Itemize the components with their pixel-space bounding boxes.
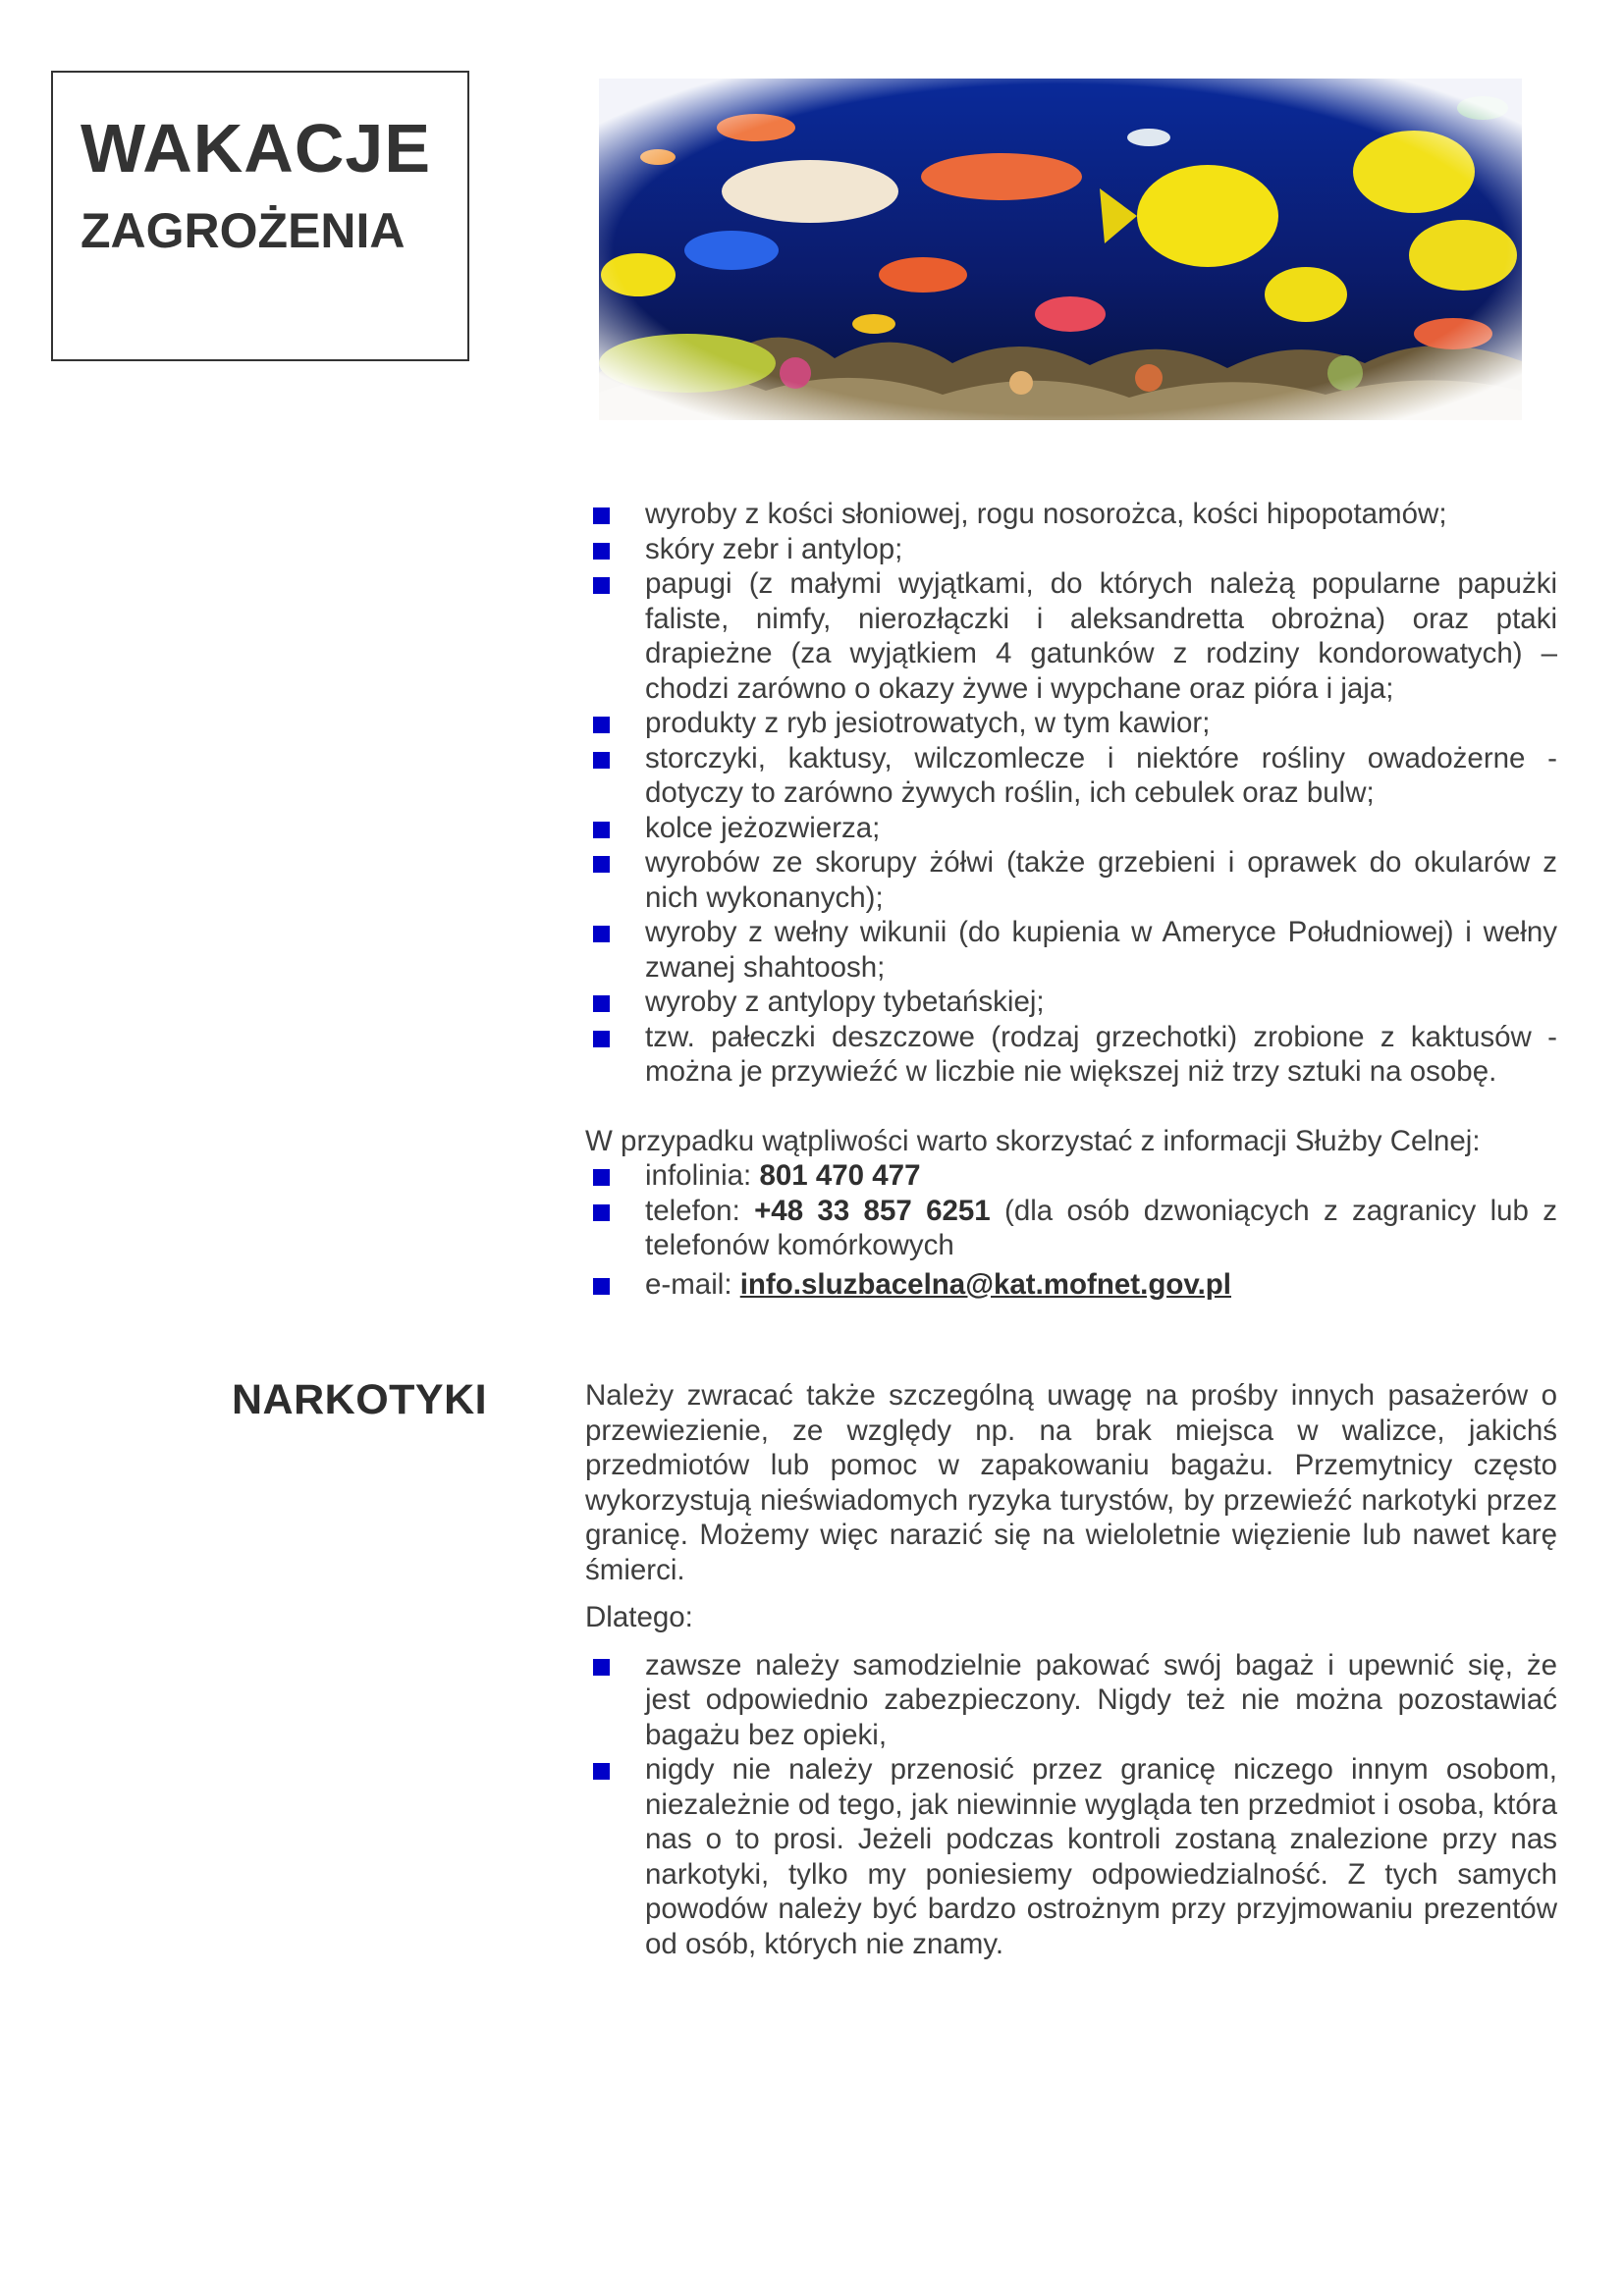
aquarium-fish-image — [599, 79, 1522, 420]
title-box — [51, 71, 469, 361]
list-item: zawsze należy samodzielnie pakować swój bagaż i upewnić się, że jest odpowiednio zabezpieczony. Nigdy też nie można pozostawiać bagażu bez opieki, — [585, 1648, 1557, 1753]
narkotyki-paragraph: Należy zwracać także szczególną uwagę na prośby innych pasażerów o przewiezienie, ze względy np. na brak miejsca w walizce, jakichś przedmiotów lub pomoc w zapakowaniu bagażu. Przemytnicy często wykorzystują nieświadomych ryzyka turystów, by przewieźć narkotyki przez granicę. Możemy więc narazić się na wieloletnie więzienie lub nawet karę śmierci. — [585, 1379, 1557, 1586]
list-item: wyrobów ze skorupy żółwi (także grzebieni i oprawek do okularów z nich wykonanych); — [585, 845, 1557, 915]
narkotyki-list — [585, 1648, 1557, 1962]
banned-items-list — [585, 497, 1557, 1090]
telefon-label: telefon: — [645, 1194, 755, 1227]
infolinia-label: infolinia: — [645, 1159, 760, 1192]
contact-list — [585, 1158, 1557, 1302]
list-item: storczyki, kaktusy, wilczomlecze i niektóre rośliny owadożerne - dotyczy to zarówno żywych roślin, ich cebulek oraz bulw; — [585, 741, 1557, 811]
banned-items-section — [585, 497, 1557, 1302]
list-item: papugi (z małymi wyjątkami, do których należą popularne papużki faliste, nimfy, nierozłączki i aleksandretta obrożna) oraz ptaki drapieżne (za wyjątkiem 4 gatunków z rodziny kondorowatych) – chodzi zarówno o okazy żywe i wypchane oraz pióra i jaja; — [585, 566, 1557, 706]
narkotyki-section — [585, 1378, 1557, 1961]
list-item: wyroby z kości słoniowej, rogu nosorożca, kości hipopotamów; — [585, 497, 1557, 532]
contact-intro: W przypadku wątpliwości warto skorzystać z informacji Służby Celnej: — [585, 1124, 1481, 1157]
list-item: tzw. pałeczki deszczowe (rodzaj grzechotki) zrobione z kaktusów - można je przywieźć w liczbie nie większej niż trzy sztuki na osobę. — [585, 1020, 1557, 1090]
email-link[interactable]: info.sluzbacelna@kat.mofnet.gov.pl — [739, 1267, 1231, 1301]
list-item: kolce jeżozwierza; — [585, 811, 1557, 846]
list-item: wyroby z antylopy tybetańskiej; — [585, 985, 1557, 1020]
telefon-note: (dla osób dzwoniących z zagranicy lub z telefonów komórkowych — [645, 1194, 1558, 1261]
list-item: nigdy nie należy przenosić przez granicę niczego innym osobom, niezależnie od tego, jak niewinnie wygląda ten przedmiot i osoba, która nas o to prosi. Jeżeli podczas kontroli zostaną znalezione przy nas narkotyki, tylko my poniesiemy odpowiedzialność. Z tych samych powodów należy być bardzo ostrożnym przy przyjmowaniu prezentów od osób, których nie znamy. — [585, 1752, 1557, 1961]
email-label: e-mail: — [645, 1267, 740, 1301]
list-item: produkty z ryb jesiotrowatych, w tym kawior; — [585, 706, 1557, 741]
list-item: wyroby z wełny wikunii (do kupienia w Ameryce Południowej) i wełny zwanej shahtoosh; — [585, 915, 1557, 985]
contact-telefon — [585, 1194, 1557, 1263]
contact-infolinia — [585, 1158, 1557, 1194]
page-title: WAKACJE — [81, 110, 432, 187]
narkotyki-heading: NARKOTYKI — [232, 1376, 488, 1423]
dlatego-label: Dlatego: — [585, 1601, 693, 1633]
telefon-number: +48 33 857 6251 — [754, 1194, 991, 1227]
list-item: skóry zebr i antylop; — [585, 532, 1557, 567]
page-subtitle: ZAGROŻENIA — [81, 203, 406, 258]
infolinia-number: 801 470 477 — [759, 1159, 921, 1192]
contact-email — [585, 1267, 1557, 1303]
